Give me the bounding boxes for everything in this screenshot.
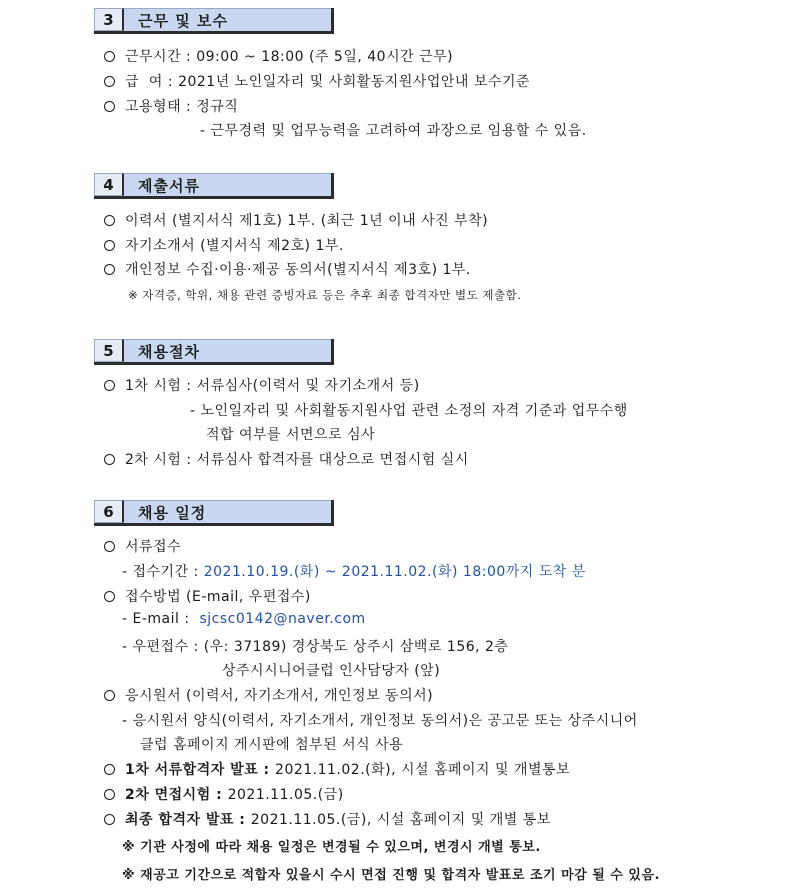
list-item: 1차 시험 : 서류심사(이력서 및 자기소개서 등) [104, 375, 420, 395]
section-header-5 [94, 339, 334, 365]
circle-bullet-icon [104, 264, 115, 275]
sub-item-continued: 적합 여부를 서면으로 심사 [206, 427, 376, 443]
list-item: 근무시간 : 09:00 ~ 18:00 (주 5일, 40시간 근무) [104, 46, 453, 66]
circle-bullet-icon [104, 814, 115, 825]
section-title: 채용절차 [124, 339, 331, 362]
section-number: 3 [94, 8, 124, 31]
section-header-4 [94, 173, 334, 199]
sub-item: - 노인일자리 및 사회활동지원사업 관련 소정의 자격 기준과 업무수행 [190, 403, 628, 419]
list-item: 개인정보 수집·이용·제공 동의서(별지서식 제3호) 1부. [104, 259, 471, 279]
section-title: 제출서류 [124, 173, 331, 196]
application-period: 2021.10.19.(화) ~ 2021.11.02.(화) 18:00까지 도착 분 [203, 564, 586, 580]
sub-item: - 근무경력 및 업무능력을 고려하여 과장으로 임용할 수 있음. [200, 123, 587, 139]
sub-item: - 응시원서 양식(이력서, 자기소개서, 개인정보 동의서)은 공고문 또는 상주시니어 [122, 713, 638, 729]
note: ※ 재공고 기간으로 적합자 있을시 수시 면접 진행 및 합격자 발표로 조기 마감 될 수 있음. [122, 868, 660, 883]
sub-item-continued: 클럽 홈페이지 게시판에 첨부된 서식 사용 [140, 737, 404, 753]
circle-bullet-icon [104, 764, 115, 775]
list-item: 응시원서 (이력서, 자기소개서, 개인정보 동의서) [104, 685, 433, 705]
list-item: 2차 시험 : 서류심사 합격자를 대상으로 면접시험 실시 [104, 449, 469, 469]
section-title: 근무 및 보수 [124, 8, 331, 31]
circle-bullet-icon [104, 591, 115, 602]
circle-bullet-icon [104, 380, 115, 391]
email-link[interactable]: sjcsc0142@naver.com [199, 611, 366, 627]
list-item: 1차 서류합격자 발표 : 2021.11.02.(화), 시설 홈페이지 및 개별통보 [104, 759, 570, 779]
note: ※ 기관 사정에 따라 채용 일정은 변경될 수 있으며, 변경시 개별 통보. [122, 840, 541, 855]
section-title: 채용 일정 [124, 500, 331, 523]
list-item: 고용형태 : 정규직 [104, 96, 238, 116]
section-header-6 [94, 500, 334, 526]
circle-bullet-icon [104, 541, 115, 552]
circle-bullet-icon [104, 454, 115, 465]
section-header-3 [94, 8, 334, 34]
sub-item-continued: 상주시시니어클럽 인사담당자 (앞) [222, 663, 441, 679]
list-item: 접수방법 (E-mail, 우편접수) [104, 586, 311, 606]
section-number: 6 [94, 500, 124, 523]
list-item: 이력서 (별지서식 제1호) 1부. (최근 1년 이내 사진 부착) [104, 210, 488, 230]
list-item: 급 여 : 2021년 노인일자리 및 사회활동지원사업안내 보수기준 [104, 71, 530, 91]
circle-bullet-icon [104, 101, 115, 112]
sub-item: - E-mail : sjcsc0142@naver.com [122, 611, 366, 627]
section-number: 4 [94, 173, 124, 196]
list-item: 서류접수 [104, 536, 181, 556]
section-number: 5 [94, 339, 124, 362]
circle-bullet-icon [104, 240, 115, 251]
list-item: 2차 면접시험 : 2021.11.05.(금) [104, 784, 344, 804]
sub-item: - 접수기간 : 2021.10.19.(화) ~ 2021.11.02.(화) 18:00까지 도착 분 [122, 564, 586, 580]
circle-bullet-icon [104, 789, 115, 800]
circle-bullet-icon [104, 690, 115, 701]
list-item: 최종 합격자 발표 : 2021.11.05.(금), 시설 홈페이지 및 개별 통보 [104, 809, 551, 829]
sub-item: - 우편접수 : (우: 37189) 경상북도 상주시 삼백로 156, 2층 [122, 639, 509, 655]
circle-bullet-icon [104, 51, 115, 62]
list-item: 자기소개서 (별지서식 제2호) 1부. [104, 235, 344, 255]
circle-bullet-icon [104, 215, 115, 226]
note: ※ 자격증, 학위, 채용 관련 증빙자료 등은 추후 최종 합격자만 별도 제출함. [128, 288, 522, 302]
circle-bullet-icon [104, 76, 115, 87]
